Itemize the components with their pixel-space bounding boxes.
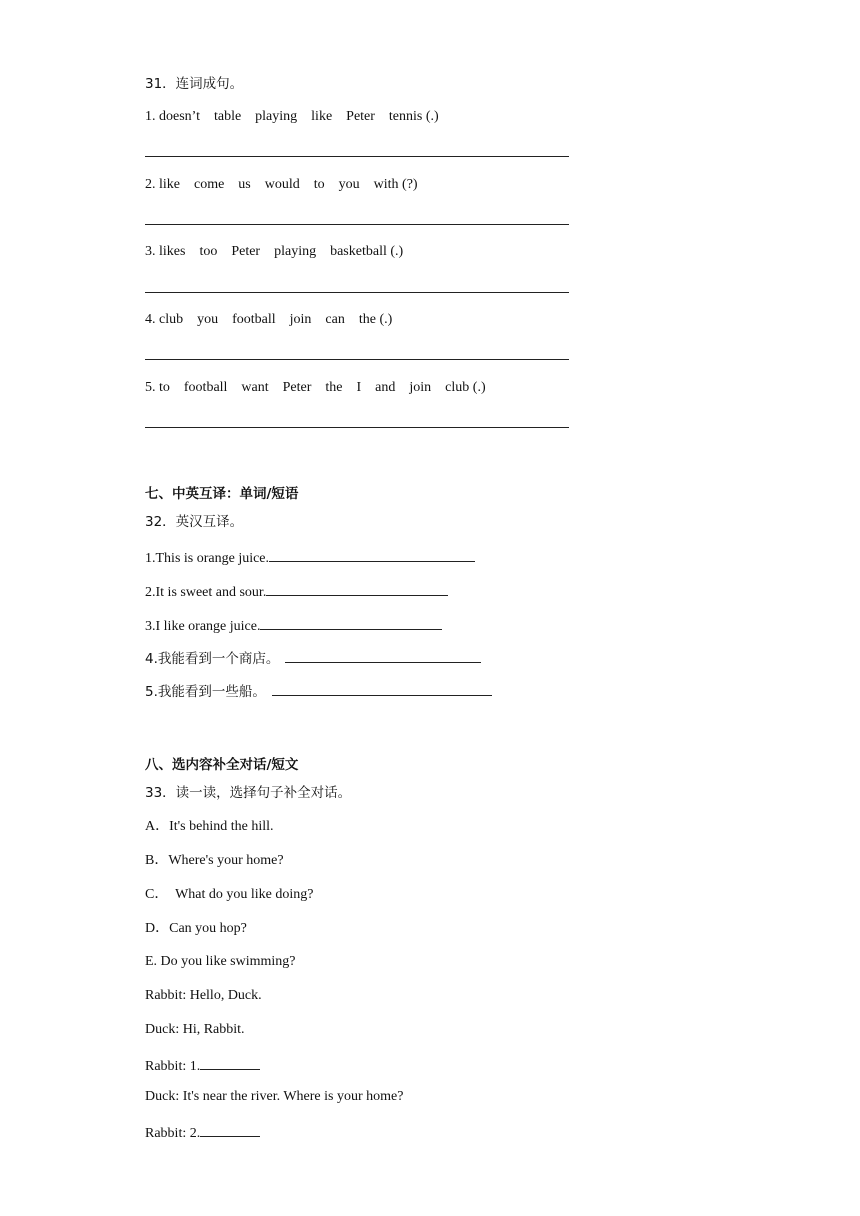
answer-line-3[interactable] (145, 292, 569, 293)
dialogue-line-4: Duck: It's near the river. Where is your home? (145, 1089, 404, 1104)
q31-item-4: 4. club you football join can the (.) (145, 312, 393, 327)
q32-blank-4[interactable] (285, 648, 481, 663)
q32-blank-5[interactable] (272, 681, 492, 696)
option-a: A．It's behind the hill. (145, 819, 274, 834)
q31-title: 31．连词成句。 (145, 76, 244, 92)
option-c: C． What do you like doing? (145, 887, 314, 902)
dialogue-line-2: Duck: Hi, Rabbit. (145, 1022, 245, 1037)
dialogue-line-3 (145, 1055, 260, 1076)
q32-item-1-text: 1.This is orange juice. (145, 551, 270, 566)
q32-item-5-text: 5.我能看到一些船。 (145, 684, 266, 700)
dialogue-line-5 (145, 1122, 260, 1143)
q32-item-2 (145, 581, 448, 602)
q32-item-3 (145, 615, 442, 636)
q32-item-1 (145, 547, 475, 568)
q32-item-4-text: 4.我能看到一个商店。 (145, 651, 280, 667)
q32-item-5 (145, 681, 492, 702)
q32-item-3-text: 3.I like orange juice. (145, 619, 261, 634)
option-b: B．Where's your home? (145, 853, 284, 868)
option-e: E. Do you like swimming? (145, 954, 296, 969)
q31-item-5: 5. to football want Peter the I and join club (.) (145, 380, 486, 395)
q31-item-2: 2. like come us would to you with (?) (145, 177, 418, 192)
answer-line-4[interactable] (145, 359, 569, 360)
q32-title: 32．英汉互译。 (145, 514, 244, 530)
dialogue-line-1: Rabbit: Hello, Duck. (145, 988, 262, 1003)
dialogue-line-3-text: Rabbit: 1. (145, 1059, 201, 1074)
q33-title: 33．读一读，选择句子补全对话。 (145, 785, 352, 801)
answer-line-1[interactable] (145, 156, 569, 157)
q32-item-4 (145, 648, 481, 669)
q32-item-2-text: 2.It is sweet and sour. (145, 585, 267, 600)
dialogue-line-5-text: Rabbit: 2. (145, 1126, 201, 1141)
answer-line-2[interactable] (145, 224, 569, 225)
q32-blank-1[interactable] (269, 547, 475, 562)
answer-line-5[interactable] (145, 427, 569, 428)
section-7-heading: 七、中英互译：单词/短语 (145, 486, 299, 502)
dialogue-blank-2[interactable] (200, 1122, 260, 1137)
dialogue-blank-1[interactable] (200, 1055, 260, 1070)
q31-item-1: 1. doesn’t table playing like Peter tennis (.) (145, 109, 439, 124)
option-d: D．Can you hop? (145, 921, 247, 936)
q31-item-3: 3. likes too Peter playing basketball (.) (145, 244, 404, 259)
q32-blank-2[interactable] (266, 581, 448, 596)
q32-blank-3[interactable] (260, 615, 442, 630)
section-8-heading: 八、选内容补全对话/短文 (145, 757, 299, 773)
